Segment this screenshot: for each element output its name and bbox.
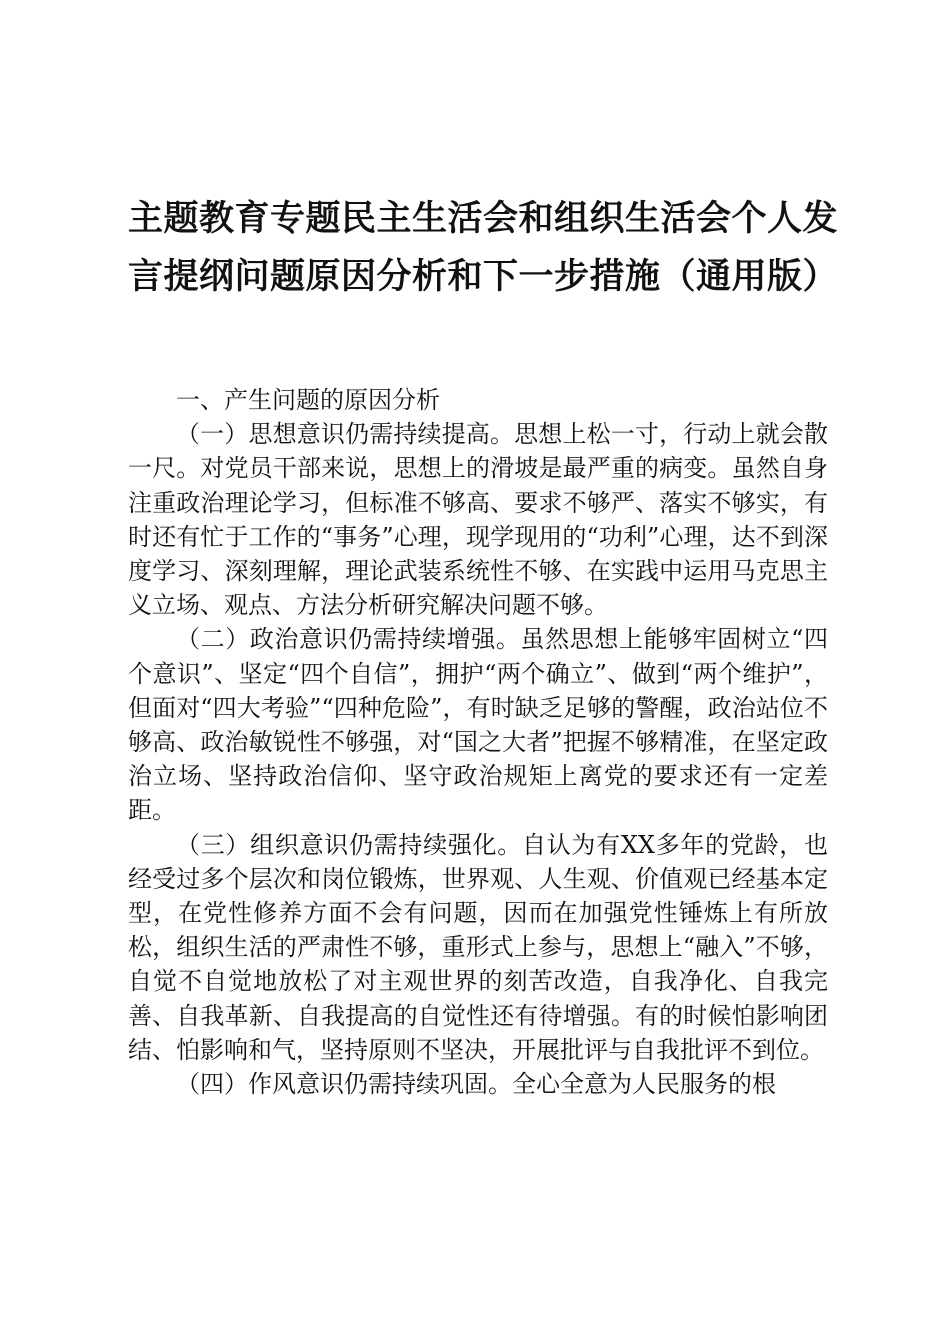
paragraph-text: 全心全意为人民服务的根 bbox=[512, 1070, 776, 1099]
paragraph-1 bbox=[128, 417, 828, 622]
paragraph-lead: （四）作风意识仍需持续巩固。 bbox=[176, 1070, 512, 1099]
document-title bbox=[128, 190, 839, 306]
paragraph-4 bbox=[128, 1067, 828, 1101]
title-line-2: 言提纲问题原因分析和下一步措施（通用版） bbox=[128, 257, 839, 297]
title-line-1: 主题教育专题民主生活会和组织生活会个人发 bbox=[128, 199, 839, 239]
paragraph-text: 思想上松一寸，行动上就会散一尺。对党员干部来说，思想上的滑坡是最严重的病变。虽然自身注重政治理论学习，但标准不够高、要求不够严、落实不够实，有时还有忙于工作的“事务”心理，现学现用的“功利”心理，达不到深度学习、深刻理解，理论武装系统性不够、在实践中运用马克思主义立场、观点、方法分析研究解决问题不够。 bbox=[128, 420, 829, 620]
paragraph-3 bbox=[128, 828, 828, 1067]
paragraph-text: 虽然思想上能够牢固树立“四个意识”、坚定“四个自信”，拥护“两个确立”、做到“两个维护”，但面对“四大考验”“四种危险”，有时缺乏足够的警醒，政治站位不够高、政治敏锐性不够强，对“国之大者”把握不够精准，在坚定政治立场、坚持政治信仰、坚守政治规矩上离党的要求还有一定差距。 bbox=[128, 625, 828, 825]
paragraph-lead: （一）思想意识仍需持续提高。 bbox=[176, 420, 515, 449]
paragraph-lead: （二）政治意识仍需持续增强。 bbox=[176, 625, 521, 654]
paragraph-lead: （三）组织意识仍需持续强化。 bbox=[176, 830, 522, 859]
document-body bbox=[128, 383, 828, 1101]
section-heading: 一、产生问题的原因分析 bbox=[176, 386, 440, 414]
paragraph-text: 自认为有XX多年的党龄，也经受过多个层次和岗位锻炼，世界观、人生观、价值观已经基本定型，在党性修养方面不会有问题，因而在加强党性锤炼上有所放松，组织生活的严肃性不够，重形式上参与，思想上“融入”不够，自觉不自觉地放松了对主观世界的刻苦改造，自我净化、自我完善、自我革新、自我提高的自觉性还有待增强。有的时候怕影响团结、怕影响和气，坚持原则不坚决，开展批评与自我批评不到位。 bbox=[128, 830, 828, 1064]
paragraph-2 bbox=[128, 622, 828, 827]
